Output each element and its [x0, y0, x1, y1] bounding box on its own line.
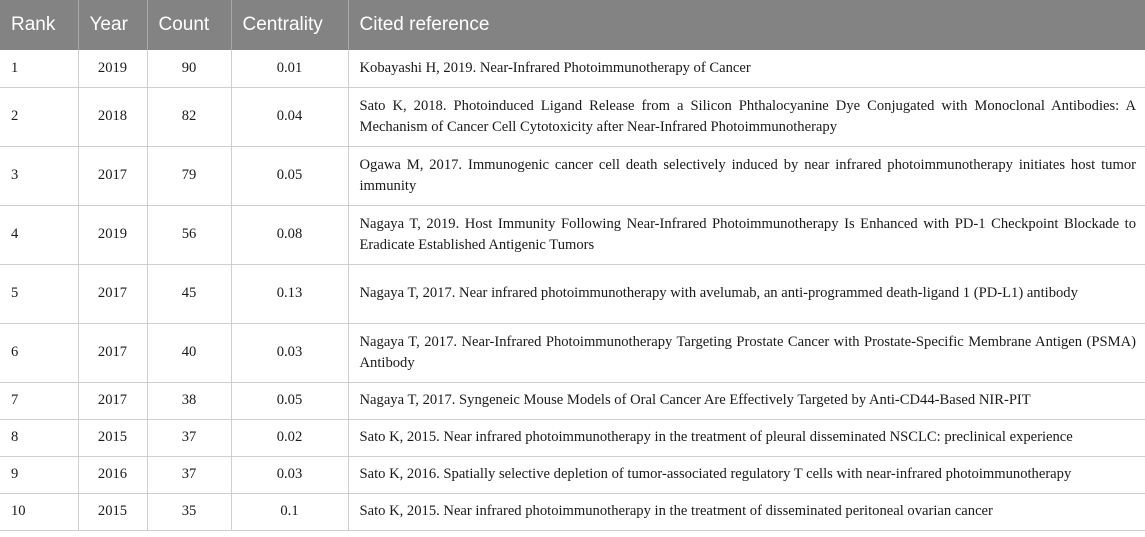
cell-count: 45 — [147, 264, 231, 323]
cell-year: 2019 — [78, 205, 147, 264]
cell-rank: 6 — [0, 323, 78, 382]
cell-centrality: 0.02 — [231, 419, 348, 456]
cell-year: 2017 — [78, 146, 147, 205]
cell-count: 38 — [147, 382, 231, 419]
cell-count: 35 — [147, 493, 231, 530]
cell-centrality: 0.01 — [231, 50, 348, 87]
cell-cited-reference: Sato K, 2018. Photoinduced Ligand Release from a Silicon Phthalocyanine Dye Conjugated with Monoclonal Antibodies: A Mechanism of Cancer Cell Cytotoxicity after Near-Infrared Photoimmunotherapy — [348, 87, 1145, 146]
table-row — [0, 205, 1145, 264]
cell-rank: 3 — [0, 146, 78, 205]
table-row — [0, 146, 1145, 205]
cell-centrality: 0.04 — [231, 87, 348, 146]
cell-year: 2015 — [78, 419, 147, 456]
table-row — [0, 493, 1145, 530]
cell-year: 2017 — [78, 323, 147, 382]
table-row — [0, 419, 1145, 456]
cell-cited-reference: Sato K, 2016. Spatially selective depletion of tumor-associated regulatory T cells with near-infrared photoimmunotherapy — [348, 456, 1145, 493]
cell-cited-reference: Sato K, 2015. Near infrared photoimmunotherapy in the treatment of disseminated peritoneal ovarian cancer — [348, 493, 1145, 530]
cell-cited-reference: Nagaya T, 2019. Host Immunity Following Near-Infrared Photoimmunotherapy Is Enhanced with PD-1 Checkpoint Blockade to Eradicate Established Antigenic Tumors — [348, 205, 1145, 264]
cell-count: 40 — [147, 323, 231, 382]
cell-count: 79 — [147, 146, 231, 205]
cell-count: 37 — [147, 419, 231, 456]
cell-cited-reference: Nagaya T, 2017. Near infrared photoimmunotherapy with avelumab, an anti-programmed death-ligand 1 (PD-L1) antibody — [348, 264, 1145, 323]
cell-centrality: 0.03 — [231, 323, 348, 382]
cell-rank: 8 — [0, 419, 78, 456]
table-row — [0, 382, 1145, 419]
cell-rank: 1 — [0, 50, 78, 87]
table-row — [0, 264, 1145, 323]
table-row — [0, 456, 1145, 493]
cell-count: 90 — [147, 50, 231, 87]
cell-centrality: 0.1 — [231, 493, 348, 530]
cell-rank: 4 — [0, 205, 78, 264]
cell-rank: 10 — [0, 493, 78, 530]
cell-cited-reference: Sato K, 2015. Near infrared photoimmunotherapy in the treatment of pleural disseminated NSCLC: preclinical experience — [348, 419, 1145, 456]
cell-cited-reference: Ogawa M, 2017. Immunogenic cancer cell death selectively induced by near infrared photoimmunotherapy initiates host tumor immunity — [348, 146, 1145, 205]
cell-centrality: 0.05 — [231, 146, 348, 205]
cell-cited-reference: Nagaya T, 2017. Near-Infrared Photoimmunotherapy Targeting Prostate Cancer with Prostate-Specific Membrane Antigen (PSMA) Antibody — [348, 323, 1145, 382]
table-header-row — [0, 0, 1145, 50]
cell-centrality: 0.03 — [231, 456, 348, 493]
cell-rank: 9 — [0, 456, 78, 493]
cell-year: 2018 — [78, 87, 147, 146]
cell-year: 2016 — [78, 456, 147, 493]
cell-cited-reference: Kobayashi H, 2019. Near-Infrared Photoimmunotherapy of Cancer — [348, 50, 1145, 87]
cell-rank: 7 — [0, 382, 78, 419]
header-year: Year — [78, 0, 147, 50]
header-count: Count — [147, 0, 231, 50]
cell-centrality: 0.13 — [231, 264, 348, 323]
cell-year: 2017 — [78, 264, 147, 323]
cell-centrality: 0.05 — [231, 382, 348, 419]
cell-count: 82 — [147, 87, 231, 146]
table-row — [0, 323, 1145, 382]
cell-year: 2019 — [78, 50, 147, 87]
cell-rank: 5 — [0, 264, 78, 323]
cell-year: 2015 — [78, 493, 147, 530]
header-rank: Rank — [11, 14, 56, 35]
cell-centrality: 0.08 — [231, 205, 348, 264]
cell-rank: 2 — [0, 87, 78, 146]
header-centrality: Centrality — [231, 0, 348, 50]
header-cited-reference: Cited reference — [348, 0, 1145, 50]
cell-count: 37 — [147, 456, 231, 493]
cell-count: 56 — [147, 205, 231, 264]
cell-year: 2017 — [78, 382, 147, 419]
table-row — [0, 50, 1145, 87]
table-row — [0, 87, 1145, 146]
cell-cited-reference: Nagaya T, 2017. Syngeneic Mouse Models of Oral Cancer Are Effectively Targeted by Anti-CD44-Based NIR-PIT — [348, 382, 1145, 419]
